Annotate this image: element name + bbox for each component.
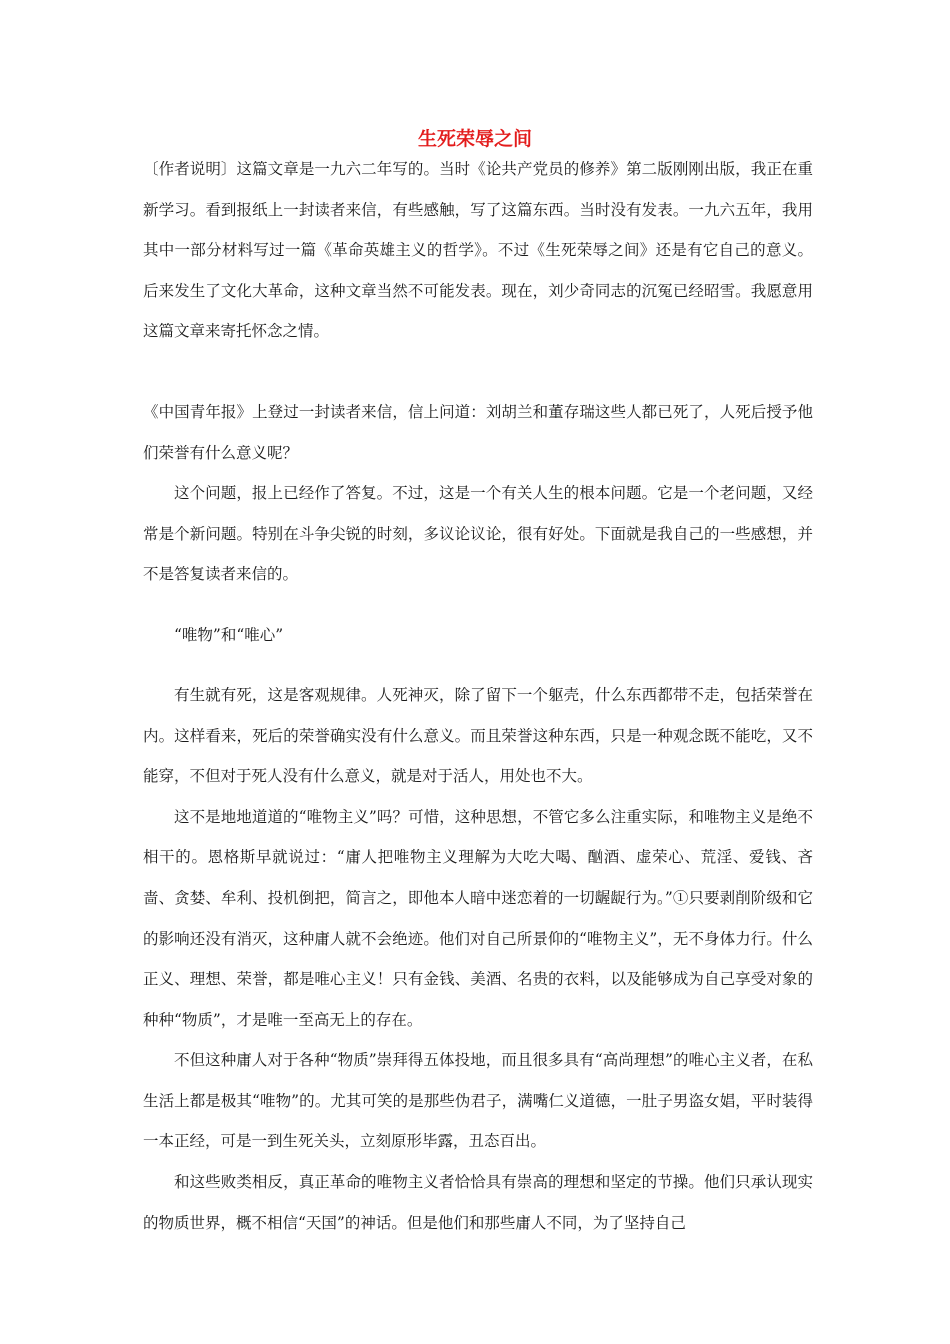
- intro-paragraph-2: 这个问题，报上已经作了答复。不过，这是一个有关人生的根本问题。它是一个老问题，又经常是个新问题。特别在斗争尖锐的时刻，多议论议论，很有好处。下面就是我自己的一些感想，并不是答复读者来信的。: [143, 484, 813, 584]
- document-title: 生死荣辱之间: [417, 128, 532, 150]
- author-note: 〔作者说明〕这篇文章是一九六二年写的。当时《论共产党员的修养》第二版刚刚出版，我正在重新学习。看到报纸上一封读者来信，有些感触，写了这篇东西。当时没有发表。一九六五年，我用其中一部分材料写过一篇《革命英雄主义的哲学》。不过《生死荣辱之间》还是有它自己的意义。后来发生了文化大革命，这种文章当然不可能发表。现在，刘少奇同志的沉冤已经昭雪。我愿意用这篇文章来寄托怀念之情。: [143, 160, 813, 341]
- section-paragraph-1: 有生就有死，这是客观规律。人死神灭，除了留下一个躯壳，什么东西都带不走，包括荣誉在内。这样看来，死后的荣誉确实没有什么意义。而且荣誉这种东西，只是一种观念既不能吃，又不能穿，不但对于死人没有什么意义，就是对于活人，用处也不大。: [143, 685, 813, 786]
- section-paragraph-3: 不但这种庸人对于各种“物质”崇拜得五体投地，而且很多具有“高尚理想”的唯心主义者，在私生活上都是极其“唯物”的。尤其可笑的是那些伪君子，满嘴仁义道德，一肚子男盗女娼，平时装得一本正经，可是一到生死关头，立刻原形毕露，丑态百出。: [143, 1051, 813, 1151]
- section-heading: “唯物”和“唯心”: [174, 625, 284, 644]
- paragraph-gap: [143, 352, 813, 392]
- paragraph-gap: [143, 595, 813, 615]
- paragraph-gap: [143, 655, 813, 675]
- section-paragraph-4: 和这些败类相反，真正革命的唯物主义者恰恰具有崇高的理想和坚定的节操。他们只承认现实的物质世界，概不相信“天国”的神话。但是他们和那些庸人不同，为了坚持自己: [143, 1173, 813, 1232]
- document-body: [143, 149, 813, 1243]
- section-paragraph-2: 这不是地地道道的“唯物主义”吗？可惜，这种思想，不管它多么注重实际，和唯物主义是绝不相干的。恩格斯早就说过：“庸人把唯物主义理解为大吃大喝、酗酒、虚荣心、荒淫、爱钱、吝啬、贪婪、牟利、投机倒把，简言之，即他本人暗中迷恋着的一切龌龊行为。”①只要剥削阶级和它的影响还没有消灭，这种庸人就不会绝迹。他们对自己所景仰的“唯物主义”，无不身体力行。什么正义、理想、荣誉，都是唯心主义！只有金钱、美酒、名贵的衣料，以及能够成为自己享受对象的种种“物质”，才是唯一至高无上的存在。: [143, 807, 813, 1029]
- intro-paragraph-1: 《中国青年报》上登过一封读者来信，信上问道：刘胡兰和董存瑞这些人都已死了，人死后授予他们荣誉有什么意义呢？: [143, 402, 813, 462]
